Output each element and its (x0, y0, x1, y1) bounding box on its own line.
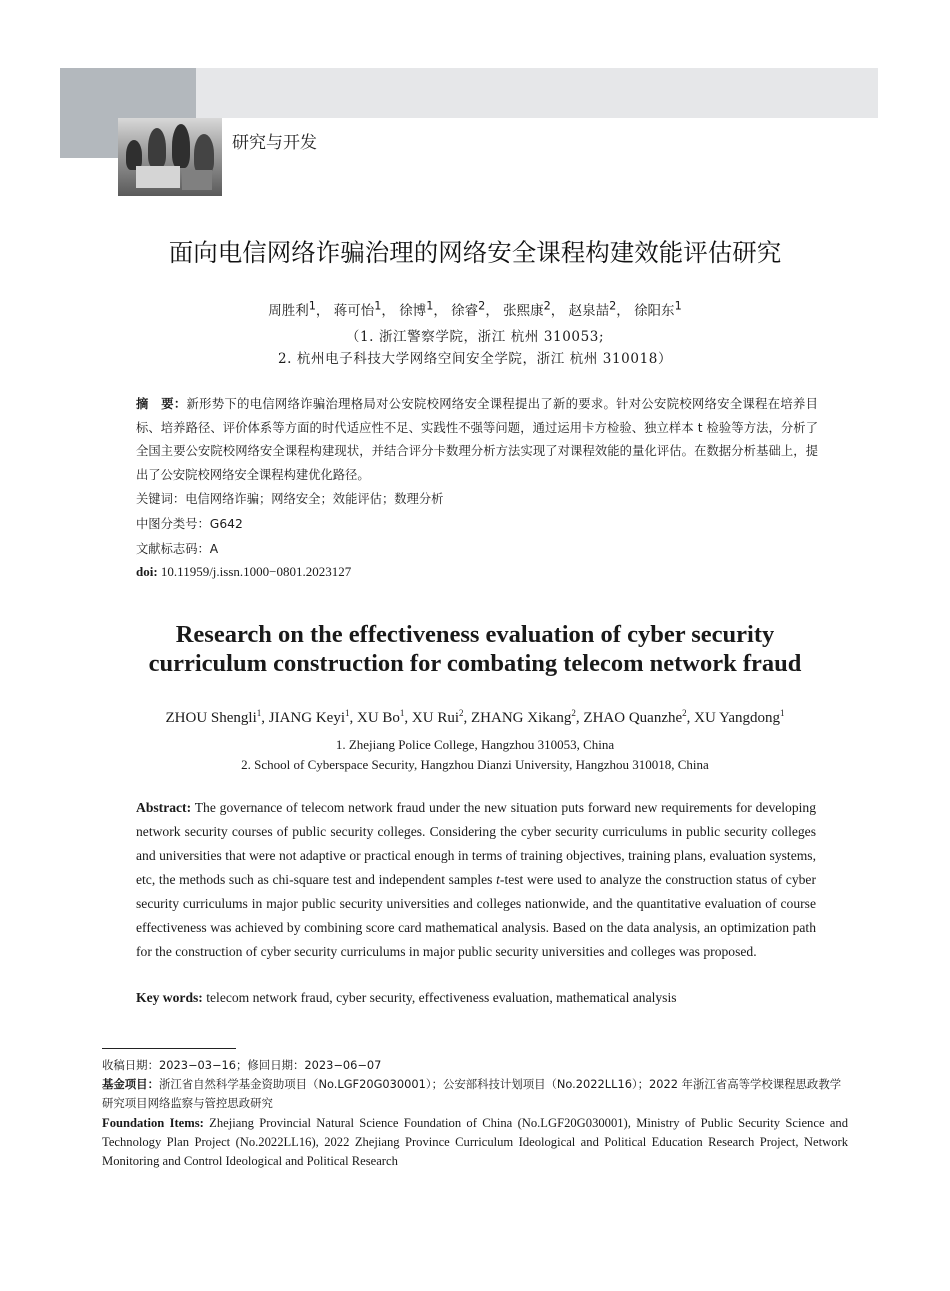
author-aff: 2 (459, 708, 464, 718)
title-en-line-2: curriculum construction for combating telecom network fraud (148, 650, 802, 677)
author-aff: 2 (609, 299, 617, 313)
fund-zh-text: 浙江省自然科学基金资助项目（No.LGF20G030001）；公安部科技计划项目（No.2022LL16）；2022 年浙江省高等学校课程思政教学研究项目网络监察与管控思政研究 (102, 1077, 842, 1110)
author-aff: 2 (478, 299, 486, 313)
document-code (136, 539, 818, 557)
header-band (196, 68, 878, 118)
clc-value: G642 (209, 517, 243, 531)
footnote-rule (102, 1048, 236, 1049)
author-zh: 蒋可怡 (333, 303, 375, 319)
author-zh: 张熙康 (503, 303, 544, 319)
footnote-fund-zh (102, 1075, 848, 1113)
clc-number (136, 514, 818, 532)
keywords-zh (136, 489, 818, 507)
authors-zh: 周胜利$^1$， 蒋可怡$^1$， 徐博$^1$， 徐睿$^2$， 张熙康$^2$， 赵泉喆$^2$， 徐阳东$^1$ (268, 299, 682, 319)
affiliation-zh-2: 2. 杭州电子科技大学网络空间安全学院，浙江 杭州 310018） (277, 351, 673, 367)
abstract-en-text-1: The governance of telecom network fraud under the new situation puts forward new requirements for developing network security courses of public security colleges. Considering the cyber security curriculums in public security colleges and universities that were not adaptive or practical enough in terms of training objectives, training plans, evaluation systems, etc, the methods such as chi-square test and independent samples (136, 800, 817, 887)
doc-label: 文献标志码： (136, 542, 210, 556)
author-zh: 徐博 (399, 303, 427, 319)
title-zh: 面向电信网络诈骗治理的网络安全课程构建效能评估研究 (168, 238, 782, 267)
author-en: XU Yangdong (694, 710, 780, 726)
author-en: ZHAO Quanzhe (583, 710, 683, 726)
author-aff: 1 (256, 708, 262, 718)
keywords-en (136, 990, 816, 1006)
author-aff: 1 (426, 299, 434, 313)
author-zh: 徐睿 (451, 303, 479, 319)
fund-en-text: Zhejiang Provincial Natural Science Foundation of China (No.LGF20G030001), Ministry of Public Security Science and Technology Plan Project (No.2022LL16), 2022 Zhejiang Province Curriculum Ideological and Political Education Research Project, Network Monitoring and Control Ideological and Political Research (102, 1116, 849, 1168)
keywords-zh-text: 电信网络诈骗；网络安全；效能评估；数理分析 (185, 492, 444, 506)
author-zh: 周胜利 (268, 303, 309, 319)
affiliation-zh-1: （1. 浙江警察学院，浙江 杭州 310053; (345, 329, 605, 345)
abstract-en (136, 796, 816, 964)
clc-label: 中图分类号： (136, 517, 210, 531)
abstract-zh (136, 393, 818, 487)
footnote-dates: 收稿日期：2023−03−16；修回日期：2023−06−07 (102, 1058, 382, 1072)
fund-zh-label: 基金项目： (102, 1077, 159, 1091)
author-aff: 1 (374, 299, 382, 313)
author-zh: 赵泉喆 (568, 303, 610, 319)
author-en: XU Rui (411, 710, 460, 726)
keywords-en-label: Key words: (136, 990, 203, 1005)
author-aff: 2 (543, 299, 551, 313)
author-aff: 1 (399, 708, 405, 718)
section-label: 研究与开发 (232, 133, 317, 153)
author-aff: 2 (682, 708, 687, 718)
keywords-en-text: telecom network fraud, cyber security, effectiveness evaluation, mathematical analysis (206, 990, 677, 1005)
abstract-zh-text: 新形势下的电信网络诈骗治理格局对公安院校网络安全课程提出了新的要求。针对公安院校网络安全课程在培养目标、培养路径、评价体系等方面的时代适应性不足、实践性不强等问题，通过运用卡方检验、独立样本 t 检验等方法，分析了全国主要公安院校网络安全课程构建现状，并结合评分卡数理分析方法实现了对课程效能的量化评估。在数据分析基础上，提出了公安院校网络安全课程构建优化路径。 (136, 397, 818, 482)
author-zh: 徐阳东 (634, 303, 675, 319)
abstract-en-label: Abstract: (136, 800, 192, 815)
title-en (0, 620, 950, 678)
author-aff: 2 (571, 708, 576, 718)
doc-value: A (209, 542, 219, 556)
abstract-zh-label: 摘 要： (136, 397, 187, 411)
author-en: JIANG Keyi (268, 710, 345, 726)
author-en: XU Bo (357, 710, 400, 726)
title-en-line-1: Research on the effectiveness evaluation of cyber security (175, 621, 775, 648)
abstract-en-italic: t (496, 872, 500, 887)
keywords-zh-label: 关键词： (136, 492, 186, 506)
author-aff: 1 (674, 299, 682, 313)
affiliation-en-2: 2. School of Cyberspace Security, Hangzhou Dianzi University, Hangzhou 310018, China (241, 757, 709, 772)
author-aff: 1 (308, 299, 316, 313)
doi-label: doi: (136, 564, 158, 579)
people-meeting-photo (118, 118, 222, 196)
author-aff: 1 (780, 708, 785, 718)
doi (136, 564, 818, 580)
authors-en: ZHOU Shengli$^1$, JIANG Keyi$^1$, XU Bo$^1$, XU Rui$^2$, ZHANG Xikang$^2$, ZHAO Quanzhe$^2$, XU Yangdong$^1$ (165, 708, 785, 726)
author-en: ZHOU Shengli (165, 710, 257, 726)
footnote-fund-en (102, 1114, 848, 1171)
abstract-en-text-2: -test were used to analyze the construction status of cyber security curriculums in major public security universities and colleges nationwide, and the quantitative evaluation of course effectiveness was achieved by combining score card mathematical analysis. Based on the data analysis, an optimization path for the construction of cyber security curriculums in major public security universities and colleges was proposed. (136, 872, 816, 959)
affiliation-en-1: 1. Zhejiang Police College, Hangzhou 310053, China (335, 737, 615, 752)
author-aff: 1 (345, 708, 350, 718)
author-en: ZHANG Xikang (471, 710, 572, 726)
fund-en-label: Foundation Items: (102, 1116, 204, 1130)
doi-value: 10.11959/j.issn.1000−0801.2023127 (160, 564, 352, 579)
